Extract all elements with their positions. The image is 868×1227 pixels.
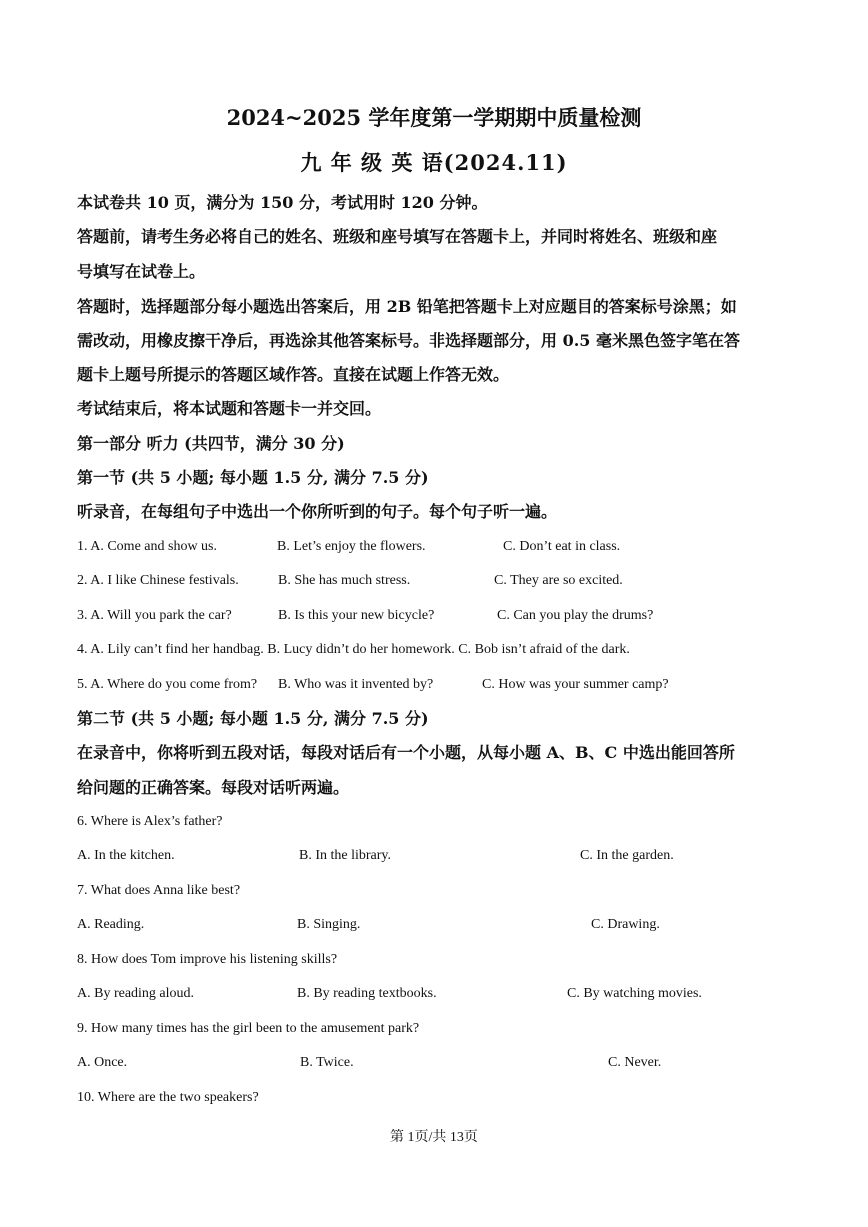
section-directions: 听录音，在每组句子中选出一个你所听到的句子。每个句子听一遍。 [77, 502, 558, 521]
question-option: 4. A. Lily can’t find her handbag. B. Lucy didn’t do her homework. C. Bob isn’t afraid of the dark. [77, 642, 630, 657]
question-option: C. Can you play the drums? [497, 608, 654, 623]
instruction-line: 题卡上题号所提示的答题区域作答。直接在试题上作答无效。 [77, 365, 510, 384]
question-option: 1. A. Come and show us. [77, 539, 217, 554]
instruction-line: 需改动，用橡皮擦干净后，再选涂其他答案标号。非选择题部分，用 0.5 毫米黑色签字笔在答 [77, 331, 740, 350]
section-directions: 在录音中，你将听到五段对话，每段对话后有一个小题，从每小题 A、B、C 中选出能回答所 [77, 743, 735, 762]
question-option: C. They are so excited. [494, 573, 623, 588]
section-heading: 第二节 (共 5 小题; 每小题 1.5 分, 满分 7.5 分) [77, 709, 429, 728]
question-stem: 10. Where are the two speakers? [77, 1090, 259, 1105]
page-footer: 第 1页/共 13页 [390, 1130, 478, 1145]
question-stem: 7. What does Anna like best? [77, 883, 241, 898]
instruction-line: 答题前，请考生务必将自己的姓名、班级和座号填写在答题卡上，并同时将姓名、班级和座 [77, 227, 718, 246]
question-option: B. Who was it invented by? [278, 677, 434, 692]
question-option: A. In the kitchen. [77, 848, 175, 863]
instruction-line: 考试结束后，将本试题和答题卡一并交回。 [77, 399, 382, 418]
question-stem: 6. Where is Alex’s father? [77, 814, 223, 829]
instruction-line: 本试卷共 10 页，满分为 150 分，考试用时 120 分钟。 [77, 193, 488, 212]
question-option: 5. A. Where do you come from? [77, 677, 258, 692]
question-option: C. Don’t eat in class. [503, 539, 621, 554]
question-option: C. In the garden. [580, 848, 674, 863]
question-option: A. Once. [77, 1055, 128, 1070]
question-option: B. Let’s enjoy the flowers. [277, 539, 426, 554]
question-option: B. Is this your new bicycle? [278, 608, 435, 623]
question-option: B. She has much stress. [278, 573, 411, 588]
question-option: 3. A. Will you park the car? [77, 608, 232, 623]
question-option: B. Twice. [300, 1055, 354, 1070]
question-option: A. By reading aloud. [77, 986, 195, 1001]
question-option: B. In the library. [299, 848, 392, 863]
question-option: C. Never. [608, 1055, 662, 1070]
instruction-line: 答题时，选择题部分每小题选出答案后，用 2B 铅笔把答题卡上对应题目的答案标号涂黑；如 [77, 297, 737, 316]
question-option: C. Drawing. [591, 917, 660, 932]
exam-subtitle: 九 年 级 英 语(2024.11) [300, 150, 568, 175]
question-option: B. Singing. [297, 917, 361, 932]
question-stem: 9. How many times has the girl been to the amusement park? [77, 1021, 420, 1036]
section-heading: 第一节 (共 5 小题; 每小题 1.5 分, 满分 7.5 分) [77, 468, 429, 487]
instruction-line: 号填写在试卷上。 [77, 262, 206, 281]
part-heading: 第一部分 听力 (共四节，满分 30 分) [77, 434, 345, 453]
question-option: C. By watching movies. [567, 986, 702, 1001]
question-option: B. By reading textbooks. [297, 986, 437, 1001]
question-stem: 8. How does Tom improve his listening skills? [77, 952, 338, 967]
section-directions: 给问题的正确答案。每段对话听两遍。 [77, 778, 350, 797]
exam-title: 2024~2025 学年度第一学期期中质量检测 [226, 105, 642, 130]
question-option: C. How was your summer camp? [482, 677, 669, 692]
question-option: A. Reading. [77, 917, 145, 932]
question-option: 2. A. I like Chinese festivals. [77, 573, 239, 588]
